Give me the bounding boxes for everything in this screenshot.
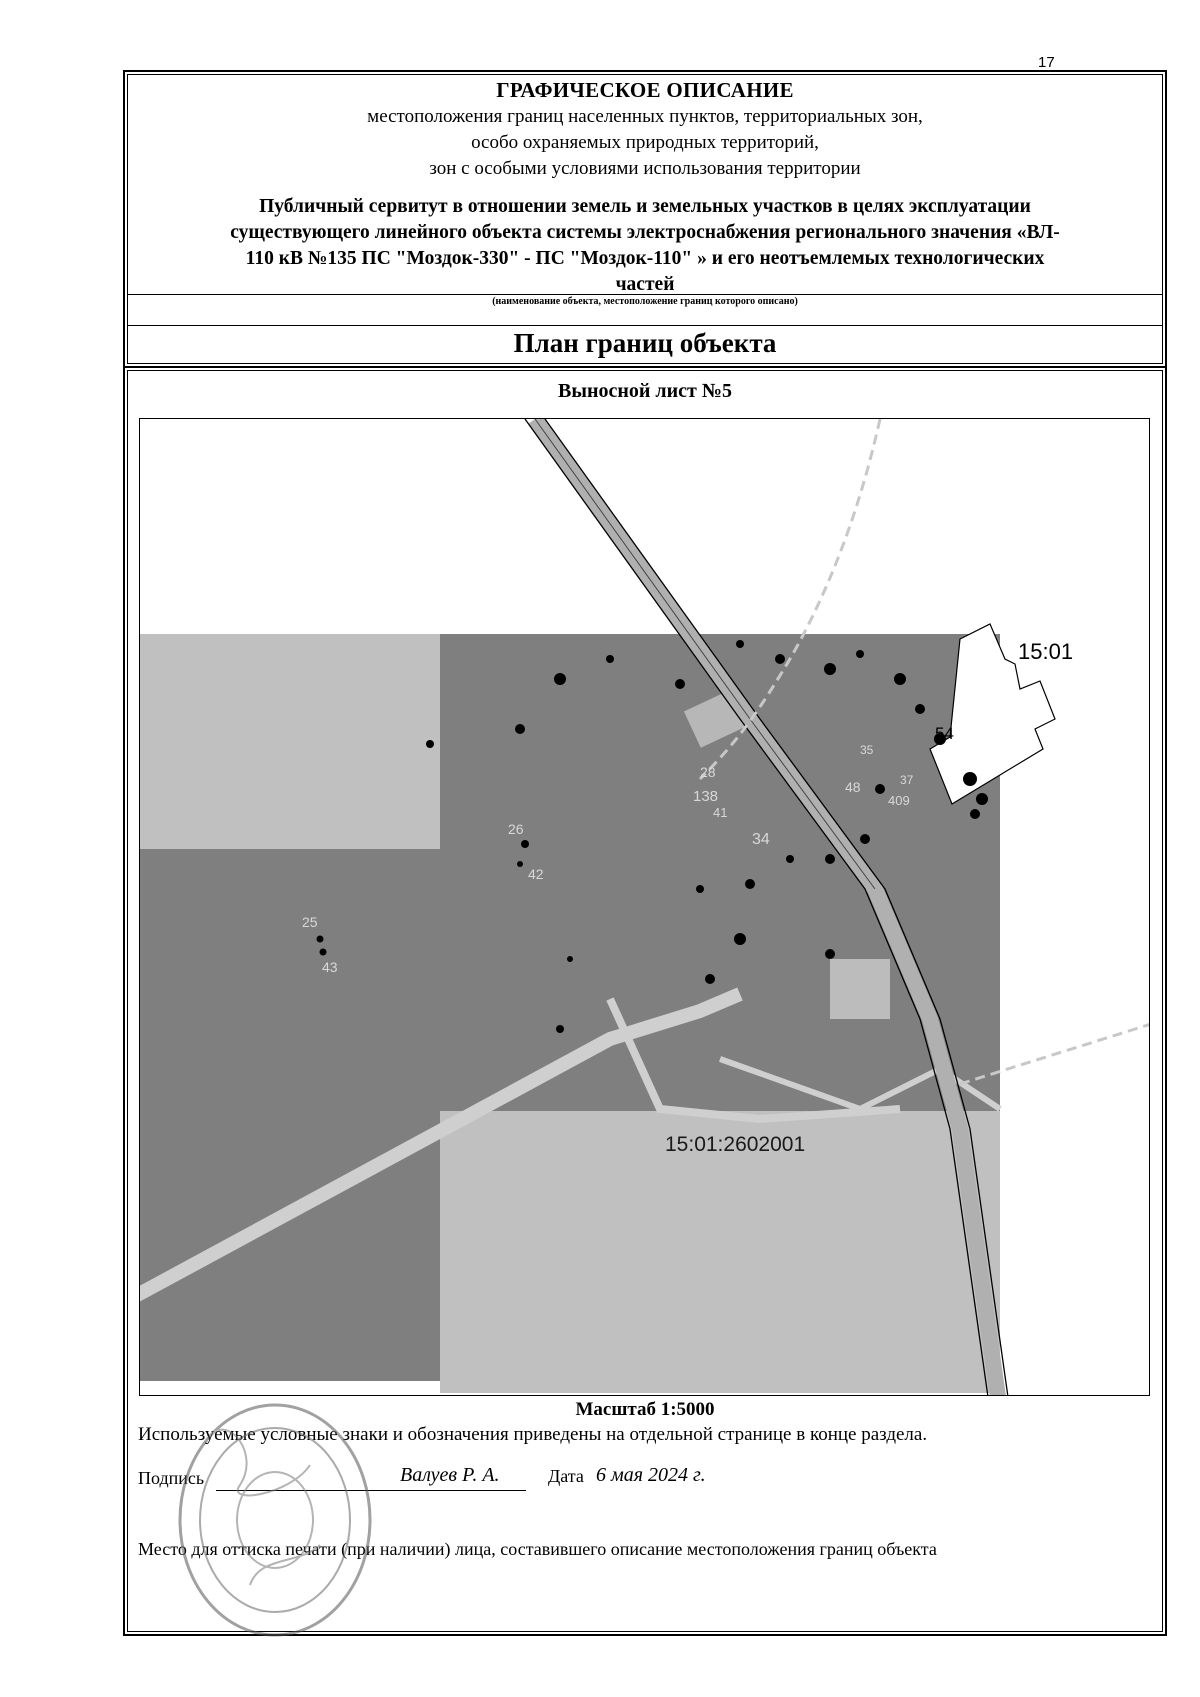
light-area-top-left [140, 634, 440, 849]
divider [127, 325, 1163, 326]
map-scale: Масштаб 1:5000 [575, 1399, 715, 1420]
point-label: 409 [888, 793, 910, 808]
point-label: 48 [845, 779, 861, 795]
point-label: 26 [508, 821, 524, 837]
sheet-title: Выносной лист №5 [558, 380, 732, 402]
date-value: 6 мая 2024 г. [596, 1464, 706, 1486]
object-name-line-2: существующего линейного объекта системы электроснабжения регионального значения «ВЛ- [230, 222, 1060, 243]
header-line-2: особо охраняемых природных территорий, [471, 132, 819, 153]
document-title: ГРАФИЧЕСКОЕ ОПИСАНИЕ [496, 78, 794, 102]
seal-inner-ring [200, 1428, 350, 1612]
point-label: 35 [860, 743, 874, 757]
point-label: 37 [900, 773, 914, 787]
map-drawing [140, 419, 1150, 1396]
light-block [830, 959, 890, 1019]
point-label: 138 [693, 788, 719, 805]
seal-scribble [210, 1430, 320, 1585]
object-name-line-4: частей [615, 274, 675, 295]
page-number: 17 [1038, 54, 1055, 71]
header-line-3: зон с особыми условиями использования территории [429, 158, 861, 179]
date-label: Дата [548, 1466, 584, 1486]
point-label: 25 [302, 914, 318, 930]
parcel-54-label: 54 [935, 724, 954, 743]
seal-stamp [170, 1395, 380, 1645]
object-caption: (наименование объекта, местоположение границ которого описано) [492, 296, 798, 307]
object-name [150, 194, 1140, 298]
seal-center [237, 1472, 313, 1568]
point-label: 28 [700, 764, 716, 780]
signer-name: Валуев Р. А. [400, 1464, 500, 1486]
point-label: 34 [752, 831, 770, 848]
header-line-1: местоположения границ населенных пунктов, территориальных зон, [367, 106, 923, 127]
point-label: 43 [322, 959, 338, 975]
point-label: 42 [528, 866, 544, 882]
divider [127, 294, 1163, 295]
legend-note: Используемые условные знаки и обозначения приведены на отдельной странице в конце раздела. [138, 1424, 928, 1445]
seal-outer-ring [180, 1405, 370, 1635]
stamp-note: Место для оттиска печати (при наличии) лица, составившего описание местоположения границ объекта [138, 1539, 937, 1559]
plan-title: План границ объекта [513, 328, 777, 358]
boundary-map [139, 418, 1150, 1396]
cadastral-partial-label: 15:01 [1018, 639, 1074, 664]
object-name-line-3: 110 кВ №135 ПС "Моздок-330" - ПС "Моздок-110" » и его неотъемлемых технологических [245, 248, 1045, 269]
point-label: 41 [713, 805, 728, 820]
object-name-line-1: Публичный сервитут в отношении земель и земельных участков в целях эксплуатации [259, 196, 1031, 217]
signature-label: Подпись [138, 1468, 205, 1488]
cadastral-block-label: 15:01:2602001 [665, 1133, 806, 1156]
